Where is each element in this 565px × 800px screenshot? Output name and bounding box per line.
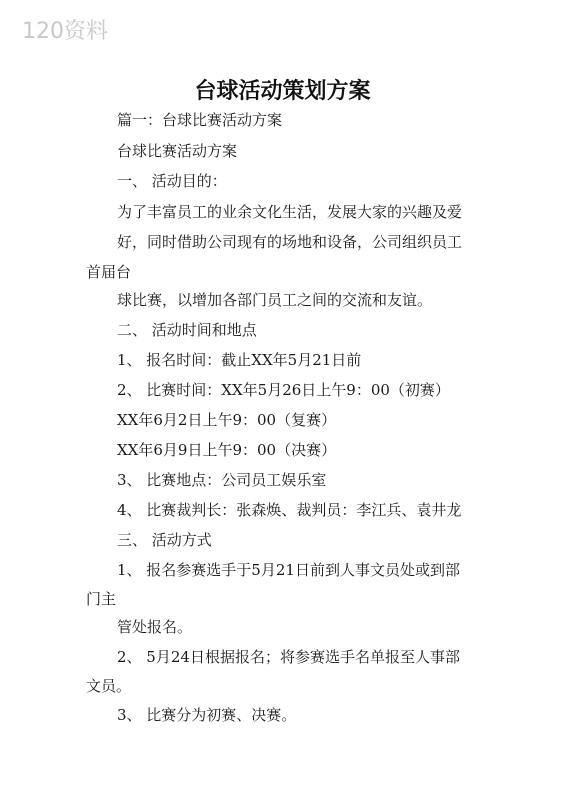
text-line: 管处报名。 [117,618,193,636]
text-line: 首届台 [86,263,132,281]
text-line: XX年6月2日上午9：00（复赛） [117,411,337,429]
text-line: 文员。 [86,677,132,695]
text-line: XX年6月9日上午9：00（决赛） [117,441,337,459]
section-heading: 一、 活动目的： [117,172,227,190]
text-line: 2、 比赛时间：XX年5月26日上午9：00（初赛） [117,381,450,399]
text-line: 2、 5月24日根据报名；将参赛选手名单报至人事部 [117,648,460,666]
text-line: 好，同时借助公司现有的场地和设备，公司组织员工 [117,233,463,251]
text-line: 3、 比赛分为初赛、决赛。 [117,706,297,724]
text-line: 3、 比赛地点：公司员工娱乐室 [117,471,327,489]
text-line: 球比赛，以增加各部门员工之间的交流和友谊。 [117,291,433,309]
text-line: 4、 比赛裁判长：张森焕、裁判员：李江兵、袁井龙 [117,501,462,519]
watermark-logo: 120资料 [22,19,108,44]
text-line: 1、 报名参赛选手于5月21日前到人事文员处或到部 [117,561,460,579]
text-line: 篇一：台球比赛活动方案 [117,111,283,129]
text-line: 门主 [86,590,117,608]
text-line: 台球比赛活动方案 [117,142,238,160]
text-line: 为了丰富员工的业余文化生活，发展大家的兴趣及爱 [117,203,463,221]
document-title: 台球活动策划方案 [194,79,371,104]
text-line: 1、 报名时间：截止XX年5月21日前 [117,351,362,369]
section-heading: 二、 活动时间和地点 [117,321,257,339]
section-heading: 三、 活动方式 [117,531,212,549]
